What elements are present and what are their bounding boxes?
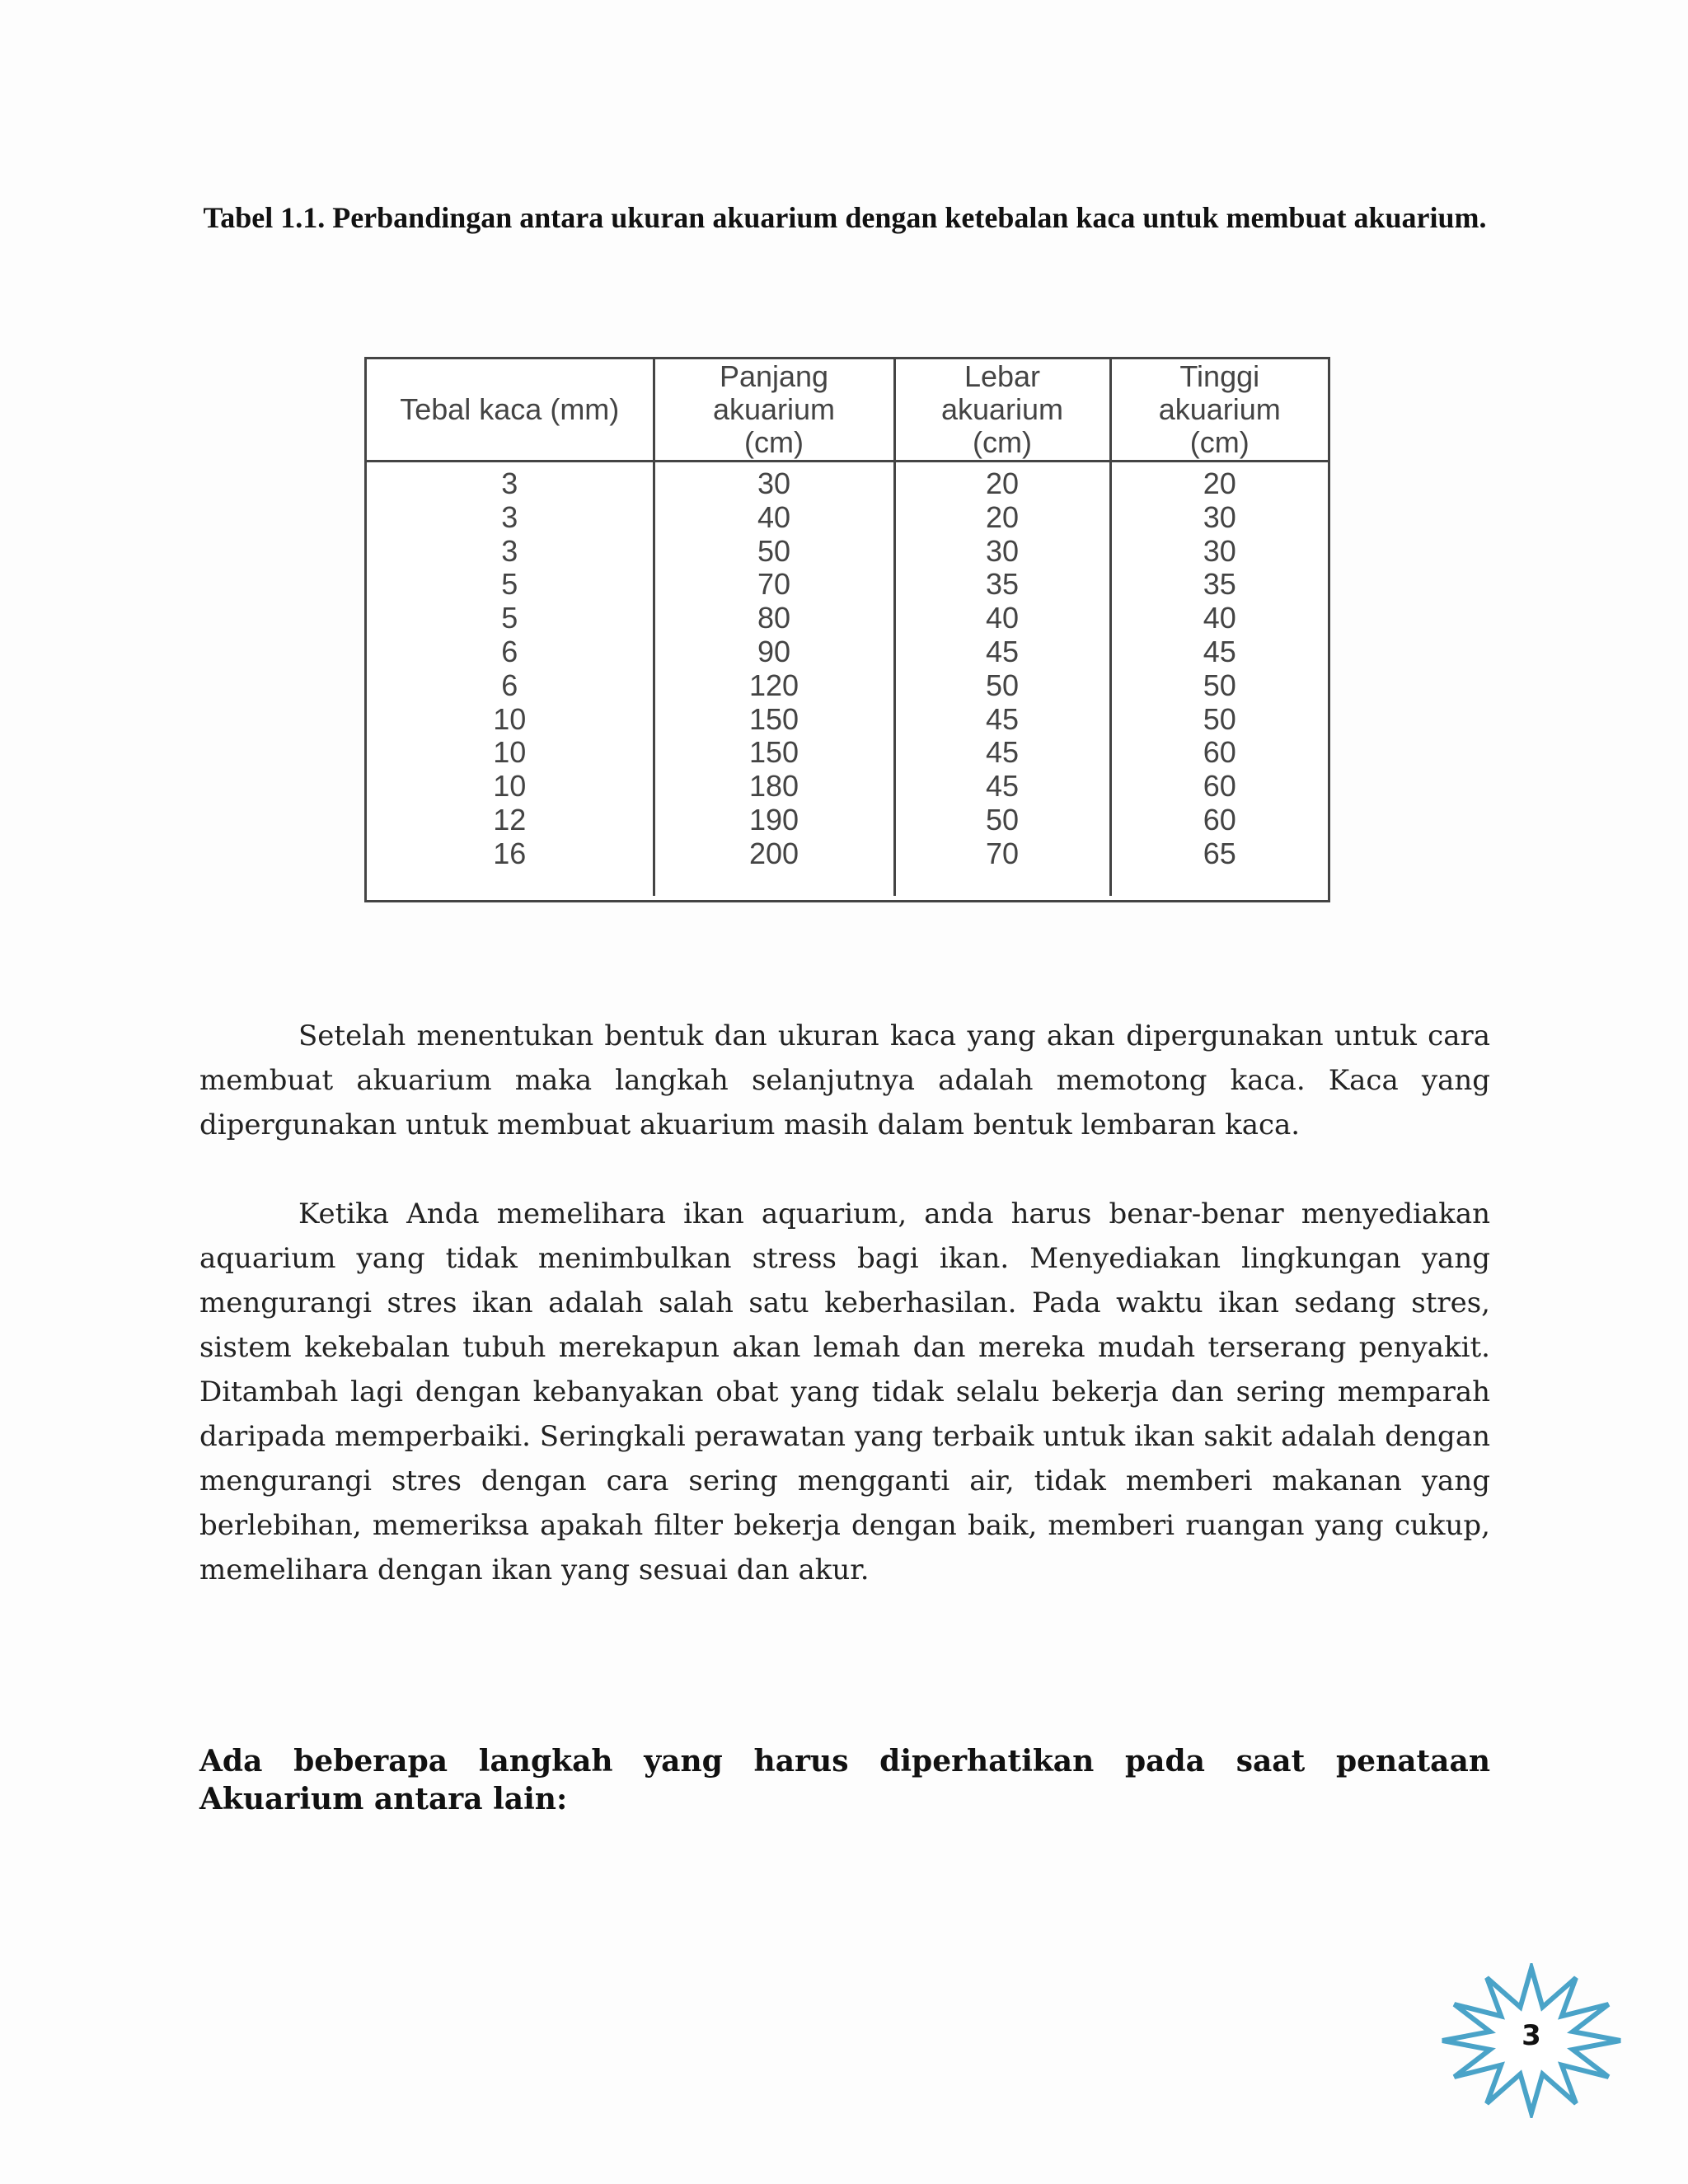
header-panjang: Panjang akuarium (cm)	[654, 359, 894, 462]
cell-panjang-5: 90	[757, 634, 791, 668]
header-tebal: Tebal kaca (mm)	[367, 359, 654, 462]
cell-panjang-0: 30	[757, 466, 791, 500]
cell-panjang-6: 120	[748, 668, 799, 702]
cell-tinggi-1: 30	[1203, 499, 1236, 534]
cell-lebar-0: 20	[985, 466, 1020, 500]
table-body-row	[367, 462, 1328, 896]
section-heading: Ada beberapa langkah yang harus diperhatikan pada saat penataan Akuarium antara lain:	[199, 1744, 1490, 1816]
cell-lebar-8: 45	[985, 735, 1020, 770]
cell-lebar-2: 30	[985, 533, 1020, 568]
cell-tebal-3: 5	[501, 567, 518, 602]
column-panjang	[654, 462, 894, 896]
cell-tinggi-6: 50	[1203, 668, 1236, 702]
cell-lebar-9: 45	[985, 769, 1020, 804]
header-tinggi: Tinggi akuarium (cm)	[1110, 359, 1328, 462]
cell-tinggi-7: 50	[1203, 701, 1236, 736]
cell-tinggi-3: 35	[1203, 567, 1236, 602]
paragraph-2: Ketika Anda memelihara ikan aquarium, anda harus benar-benar menyediakan aquarium yang tidak menimbulkan stress bagi ikan. Menyediakan lingkungan yang mengurangi stres ikan adalah salah satu keberhasilan. Pada waktu ikan sedang stres, sistem kekebalan tubuh merekapun akan lemah dan mereka mudah terserang penyakit. Ditambah lagi dengan kebanyakan obat yang tidak selalu bekerja dan sering memparah daripada memperbaiki. Seringkali perawatan yang terbaik untuk ikan sakit adalah dengan mengurangi stres dengan cara sering mengganti air, tidak memberi makanan yang berlebihan, memeriksa apakah filter bekerja dengan baik, memberi ruangan yang cukup, memelihara dengan ikan yang sesuai dan akur.	[199, 1197, 1490, 1586]
cell-lebar-1: 20	[985, 499, 1020, 534]
cell-panjang-7: 150	[748, 701, 799, 736]
cell-panjang-3: 70	[757, 567, 791, 602]
cell-lebar-7: 45	[985, 701, 1020, 736]
cell-tebal-8: 10	[493, 735, 527, 770]
column-lebar	[894, 462, 1110, 896]
cell-tebal-9: 10	[493, 769, 527, 804]
cell-tebal-4: 5	[501, 601, 518, 635]
glass-thickness-table	[364, 357, 1330, 902]
cell-tebal-11: 16	[493, 836, 527, 870]
page-number: 3	[1522, 2019, 1541, 2052]
cell-tebal-0: 3	[501, 466, 518, 500]
cell-panjang-1: 40	[757, 499, 791, 534]
cell-tebal-2: 3	[501, 533, 518, 568]
column-tinggi	[1110, 462, 1328, 896]
cell-panjang-2: 50	[757, 533, 791, 568]
cell-lebar-11: 70	[985, 836, 1020, 870]
cell-panjang-8: 150	[748, 735, 799, 770]
cell-tebal-6: 6	[501, 668, 518, 702]
cell-panjang-4: 80	[757, 601, 791, 635]
cell-lebar-4: 40	[985, 601, 1020, 635]
cell-tinggi-10: 60	[1203, 802, 1236, 837]
cell-tebal-10: 12	[493, 802, 527, 837]
glass-table	[367, 359, 1328, 896]
cell-tinggi-9: 60	[1203, 769, 1236, 804]
cell-tinggi-0: 20	[1203, 466, 1236, 500]
cell-tebal-1: 3	[501, 499, 518, 534]
cell-lebar-6: 50	[985, 668, 1020, 702]
cell-lebar-10: 50	[985, 802, 1020, 837]
cell-tebal-7: 10	[493, 701, 527, 736]
paragraph-1: Setelah menentukan bentuk dan ukuran kaca yang akan dipergunakan untuk cara membuat akuarium maka langkah selanjutnya adalah memotong kaca. Kaca yang dipergunakan untuk membuat akuarium masih dalam bentuk lembaran kaca.	[199, 1019, 1490, 1141]
column-tebal	[367, 462, 654, 896]
header-lebar: Lebar akuarium (cm)	[894, 359, 1110, 462]
cell-tebal-5: 6	[501, 634, 518, 668]
cell-tinggi-5: 45	[1203, 634, 1236, 668]
table-header-row	[367, 359, 1328, 462]
cell-tinggi-4: 40	[1203, 601, 1236, 635]
cell-tinggi-2: 30	[1203, 533, 1236, 568]
cell-panjang-10: 190	[748, 802, 799, 837]
cell-lebar-5: 45	[985, 634, 1020, 668]
cell-tinggi-8: 60	[1203, 735, 1236, 770]
cell-panjang-11: 200	[748, 836, 799, 870]
table-caption: Tabel 1.1. Perbandingan antara ukuran akuarium dengan ketebalan kaca untuk membuat akuarium.	[203, 201, 1487, 234]
cell-panjang-9: 180	[748, 769, 799, 804]
cell-lebar-3: 35	[985, 567, 1020, 602]
cell-tinggi-11: 65	[1203, 836, 1236, 870]
